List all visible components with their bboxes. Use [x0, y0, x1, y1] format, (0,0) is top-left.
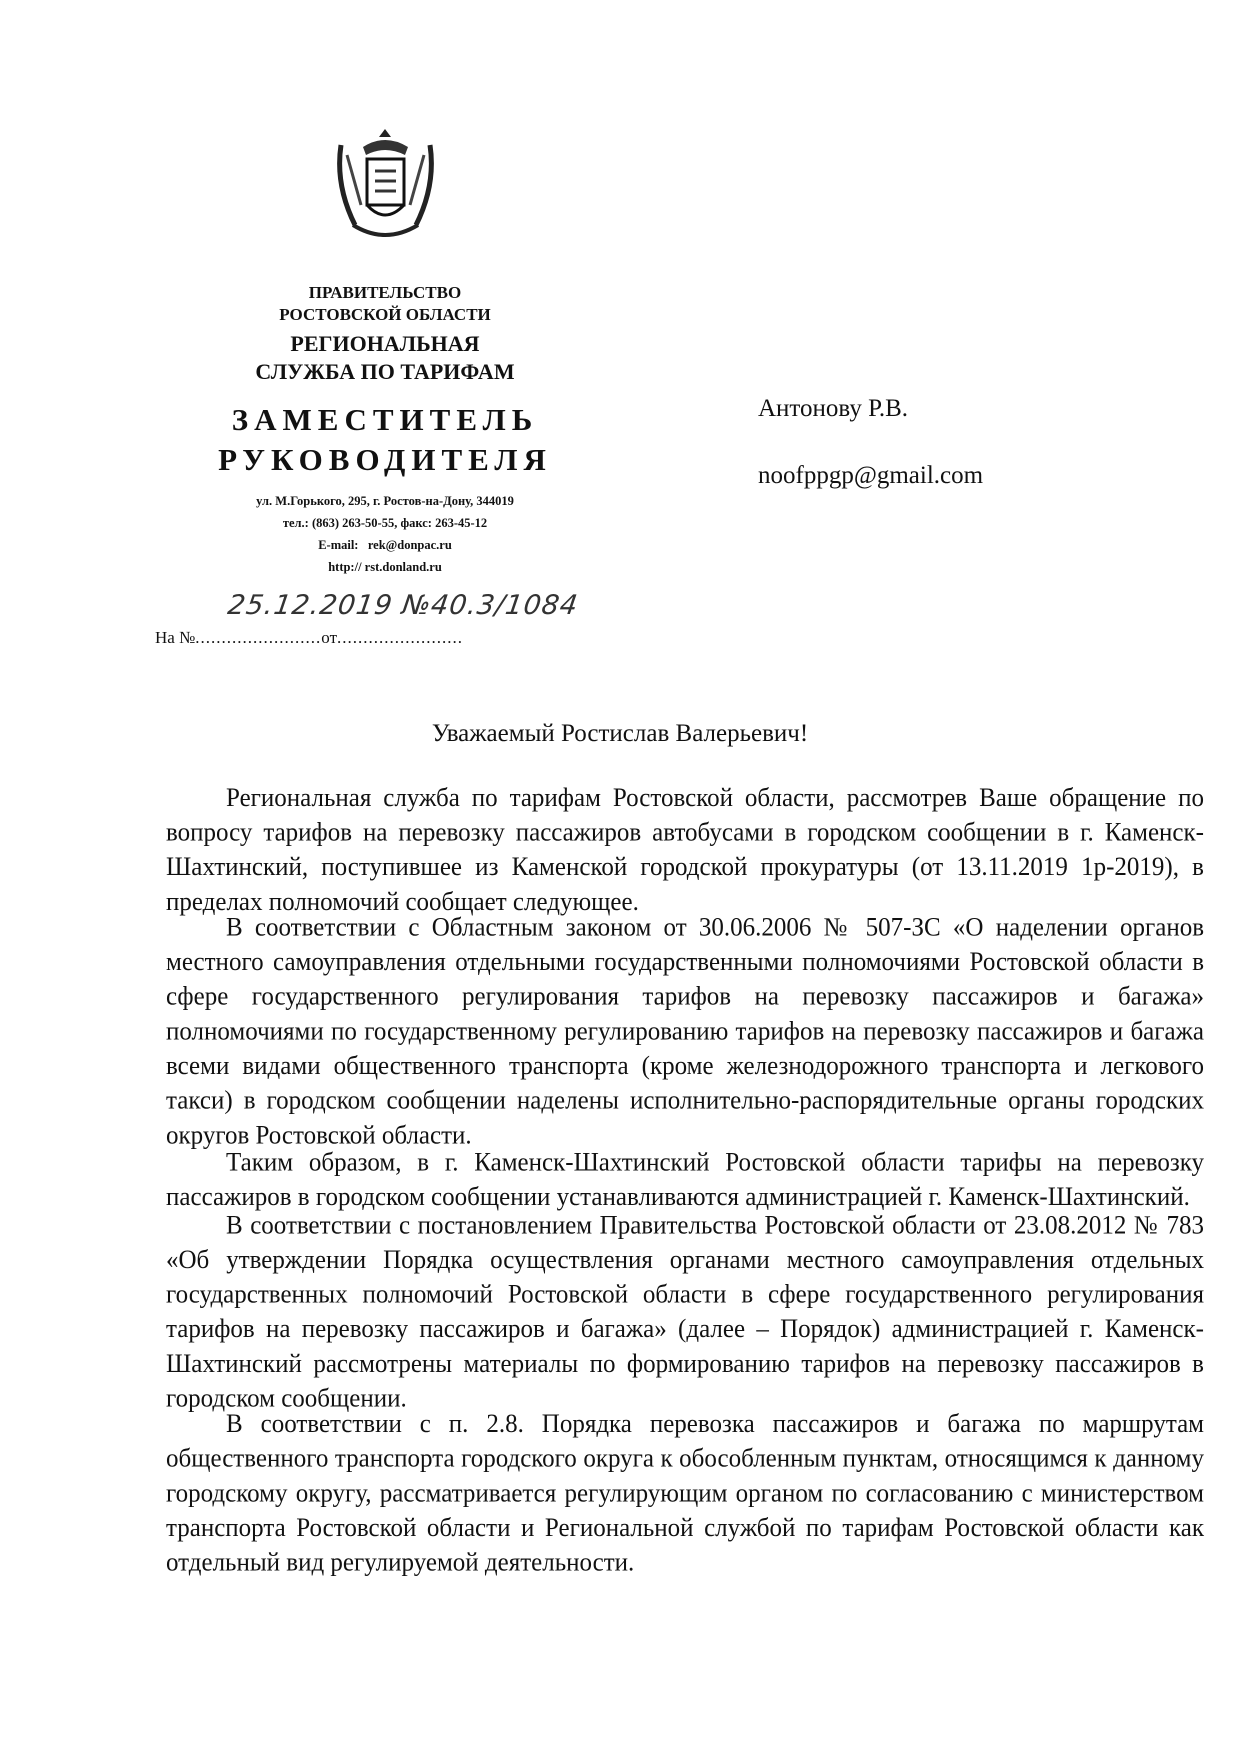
- service-name: [150, 330, 620, 386]
- coat-of-arms-emblem: [333, 125, 438, 245]
- position-title: [150, 400, 620, 480]
- ref-label: На №: [155, 628, 196, 647]
- email: E-mail: rek@donpac.ru: [318, 538, 452, 552]
- position-line: РУКОВОДИТЕЛЯ: [218, 442, 552, 477]
- paragraph: В соответствии с Областным законом от 30.06.2006 № 507-ЗС «О наделении органов местного самоуправления отдельными государственными полномочиями Ростовской области в сфере государственного регулирования тарифов на перевозку пассажиров и багажа» полномочиями по государственному регулированию тарифов на перевозку пассажиров и багажа всеми видами общественного транспорта (кроме железнодорожного транспорта и легкового такси) в городском сообщении наделены исполнительно-распорядительные органы городских округов Ростовской области.: [166, 913, 1204, 1150]
- service-line: РЕГИОНАЛЬНАЯ: [290, 331, 480, 356]
- service-line: СЛУЖБА ПО ТАРИФАМ: [255, 359, 515, 384]
- from-label: от: [321, 628, 338, 647]
- phone: тел.: (863) 263-50-55, факс: 263-45-12: [282, 516, 488, 530]
- government-line: ПРАВИТЕЛЬСТВО: [308, 283, 462, 302]
- paragraph: В соответствии с постановлением Правительства Ростовской области от 23.08.2012 № 783 «Об утверждении Порядка осуществления органами местного самоуправления отдельных государственных полномочий Ростовской области в сфере государственного регулирования тарифов на перевозку пассажиров и багажа» (далее – Порядок) администрацией г. Каменск-Шахтинский рассмотрены материалы по формированию тарифов на перевозку пассажиров в городском сообщении.: [166, 1211, 1204, 1413]
- reference-line: На №........................от........................: [155, 628, 464, 647]
- salutation: Уважаемый Ростислав Валерьевич!: [431, 720, 809, 747]
- position-line: ЗАМЕСТИТЕЛЬ: [231, 402, 539, 437]
- address: ул. М.Горького, 295, г. Ростов-на-Дону, 344019: [256, 494, 514, 508]
- recipient-name: Антонову Р.В.: [758, 395, 909, 422]
- contact-block: [150, 490, 620, 578]
- government-name: [150, 282, 620, 326]
- paragraph: Региональная служба по тарифам Ростовской области, рассмотрев Ваше обращение по вопросу тарифов на перевозку пассажиров автобусами в городском сообщении в г. Каменск-Шахтинский, поступившее из Каменской городской прокуратуры (от 13.11.2019 1р-2019), в пределах полномочий сообщает следующее.: [166, 783, 1204, 917]
- paragraph: Таким образом, в г. Каменск-Шахтинский Ростовской области тарифы на перевозку пассажиров в городском сообщении устанавливаются администрацией г. Каменск-Шахтинский.: [166, 1148, 1204, 1212]
- recipient-email: noofppgp@gmail.com: [758, 462, 984, 489]
- website: http:// rst.donland.ru: [328, 560, 442, 574]
- government-line: РОСТОВСКОЙ ОБЛАСТИ: [279, 305, 491, 324]
- paragraph: В соответствии с п. 2.8. Порядка перевозка пассажиров и багажа по маршрутам общественного транспорта городского округа к обособленным пунктам, относящимся к данному городскому округу, рассматривается регулирующим органом по согласованию с министерством транспорта Ростовской области и Региональной службой по тарифам Ростовской области как отдельный вид регулируемой деятельности.: [166, 1410, 1204, 1577]
- letter-body: [166, 784, 1204, 1576]
- handwritten-registration: 25.12.2019 №40.3/1084: [225, 590, 581, 621]
